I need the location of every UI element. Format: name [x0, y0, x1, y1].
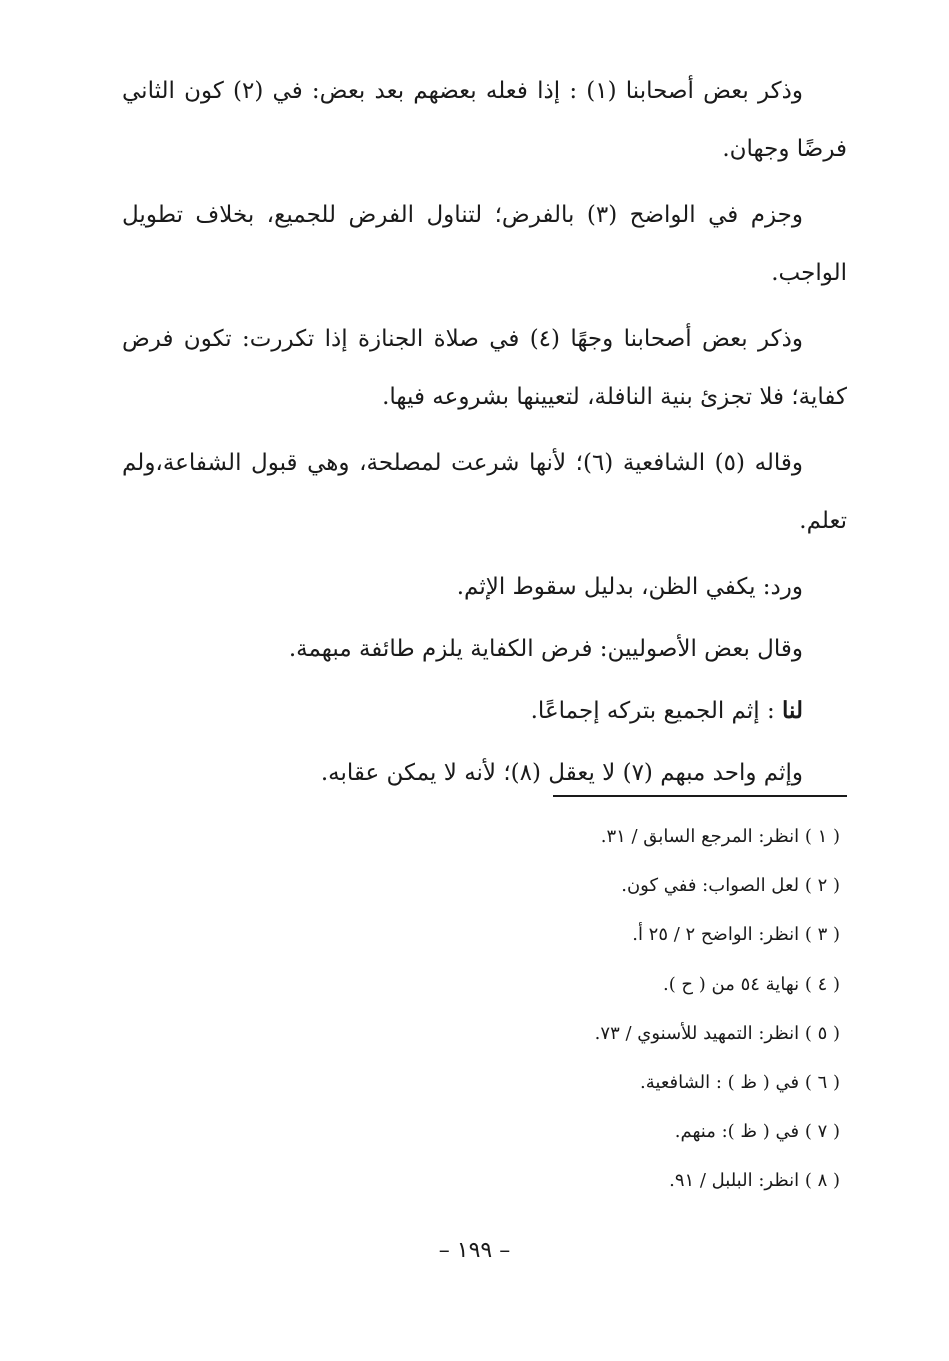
paragraph-1: وذكر بعض أصحابنا (١) : إذا فعله بعضهم بعد بعض: في (٢) كون الثاني فرضًا وجهان. — [122, 78, 847, 162]
footnote-5: ( ٥ ) انظر: التمهيد للأسنوي / ٧٣. — [594, 1022, 840, 1044]
footnote-3: ( ٣ ) انظر: الواضح ٢ / ٢٥ أ. — [632, 924, 840, 946]
paragraph-2: وجزم في الواضح (٣) بالفرض؛ لتناول الفرض للجميع، بخلاف تطويل الواجب. — [122, 202, 847, 286]
paragraph-3: وذكر بعض أصحابنا وجهًا (٤) في صلاة الجنازة إذا تكررت: تكون فرض كفاية؛ فلا تجزئ بنية النافلة، لتعيينها بشروعه فيها. — [122, 326, 847, 410]
paragraph-lana — [122, 682, 847, 740]
page-number: – ١٩٩ – — [438, 1238, 511, 1263]
footnote-separator — [553, 795, 847, 797]
footnote-7: ( ٧ ) في ( ظ ): منهم. — [674, 1121, 840, 1143]
paragraph-4: وقاله (٥) الشافعية (٦)؛ لأنها شرعت لمصلحة، وهي قبول الشفاعة،ولم تعلم. — [122, 450, 847, 534]
paragraph-6: وقال بعض الأصوليين: فرض الكفاية يلزم طائفة مبهمة. — [288, 636, 803, 662]
footnotes — [200, 812, 840, 1206]
main-text — [122, 62, 847, 810]
footnote-1: ( ١ ) انظر: المرجع السابق / ٣١. — [600, 826, 840, 847]
footnote-4: ( ٤ ) نهاية ٥٤ من ( ح ). — [662, 973, 840, 995]
lana-label: لنا — [782, 697, 803, 724]
footnote-6: ( ٦ ) في ( ظ ) : الشافعية. — [640, 1072, 840, 1094]
footnote-8: ( ٨ ) انظر: البلبل / ٩١. — [669, 1170, 840, 1192]
paragraph-last: وإثم واحد مبهم (٧) لا يعقل (٨)؛ لأنه لا يمكن عقابه. — [320, 760, 803, 786]
lana-text: : إثم الجميع بتركه إجماعًا. — [530, 698, 783, 724]
footnote-2: ( ٢ ) لعل الصواب: ففي كون. — [621, 875, 840, 897]
paragraph-5: ورد: يكفي الظن، بدليل سقوط الإثم. — [456, 574, 803, 600]
